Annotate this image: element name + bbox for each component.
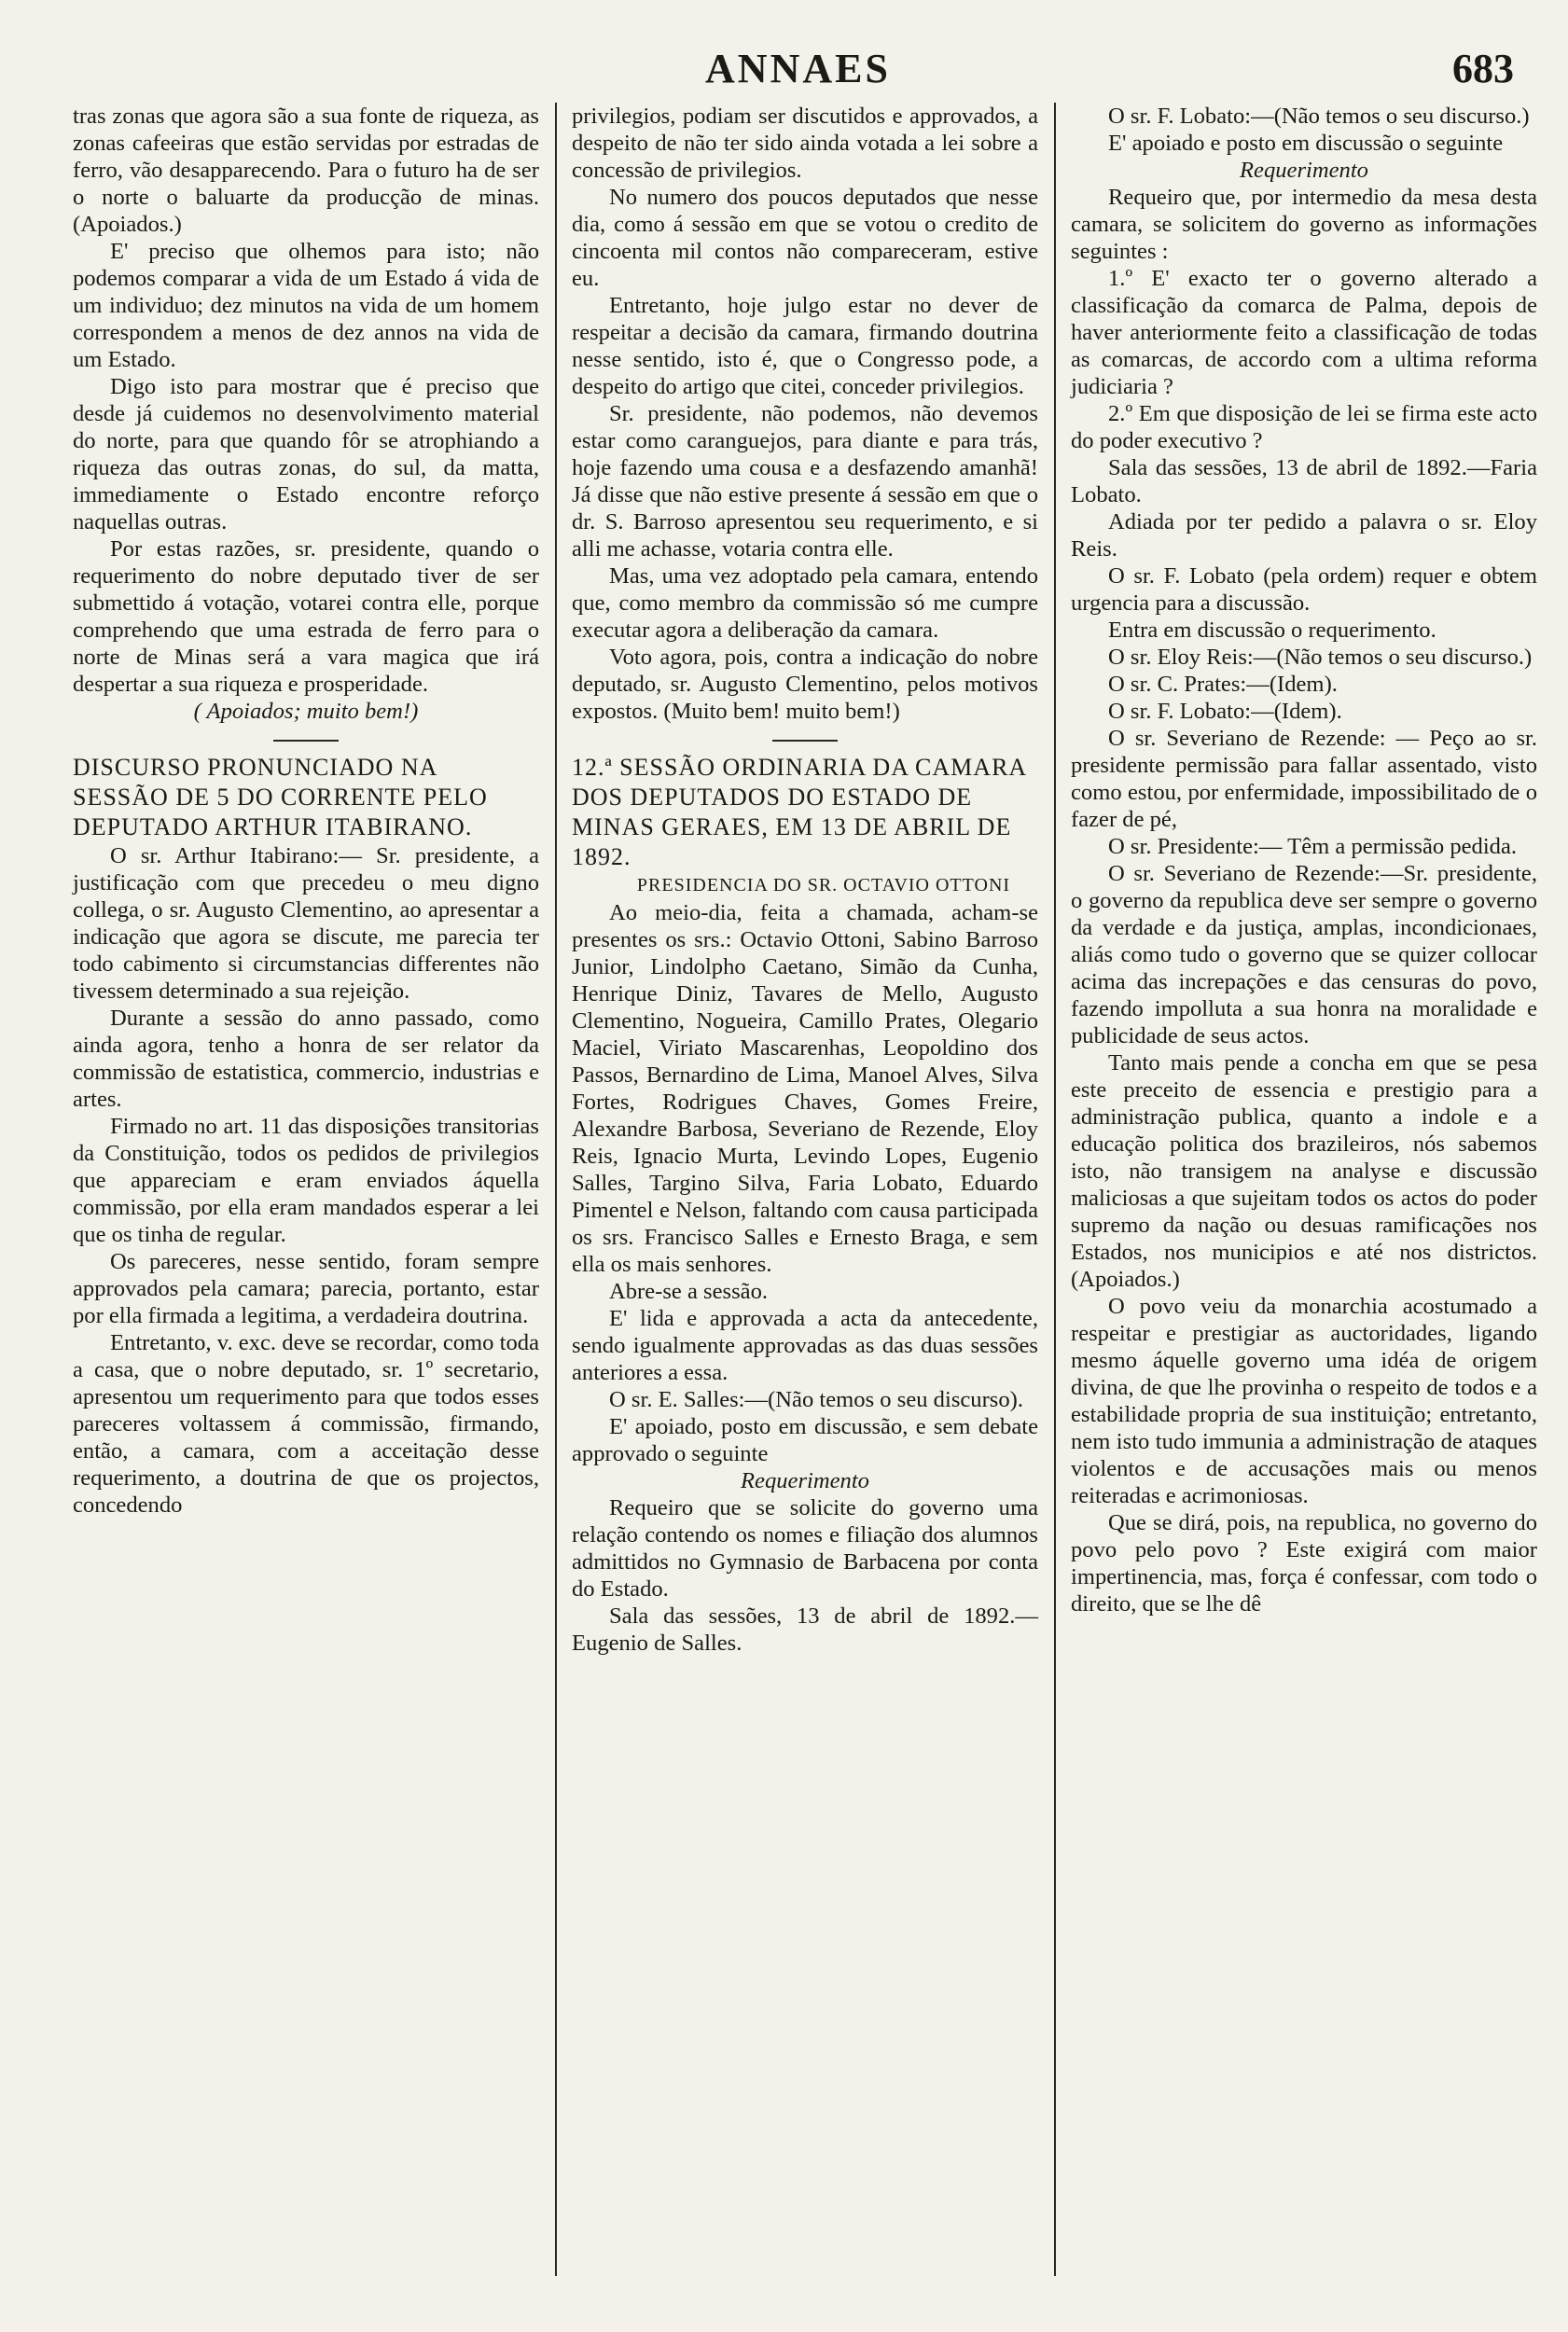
paragraph: E' lida e approvada a acta da antecedente, sendo igualmente approvadas as das duas sessões anteriores a essa.: [572, 1306, 1038, 1385]
paragraph: tras zonas que agora são a sua fonte de riqueza, as zonas cafeeiras que estão servidas por estradas de ferro, vão desapparecendo. Para o futuro ha de ser o norte o baluarte da producção de minas. (Apoiados.): [73, 104, 539, 237]
paragraph: Firmado no art. 11 das disposições transitorias da Constituição, todos os pedidos de privilegios que appareciam e eram enviados áquella commissão, por ella eram mandados esperar a lei que os tinha de regular.: [73, 1114, 539, 1247]
column-divider: [555, 103, 557, 2276]
paragraph: Sr. presidente, não podemos, não devemos estar como caranguejos, para diante e para trás, hoje fazendo uma cousa e a desfazendo amanhã! Já disse que não estive presente á sessão em que o dr. S. Barroso apresentou seu requerimento, e si alli me achasse, votaria contra elle.: [572, 401, 1038, 562]
page-number: 683: [1452, 46, 1514, 91]
paragraph: Tanto mais pende a concha em que se pesa este preceito de essencia e prestigio para a administração publica, quanto a indole e a educação politica dos brazileiros, nós sabemos isto, não transigem na analyse e discussão maliciosas a que sujeitam todos os actos do poder supremo da nação ou desuas ramificações nos Estados, nos municipios e até nos districtos. (Apoiados.): [1071, 1050, 1537, 1292]
paragraph: No numero dos poucos deputados que nesse dia, como á sessão em que se votou o credito de cincoenta mil contos não compareceram, estive eu.: [572, 185, 1038, 291]
paragraph: Entretanto, hoje julgo estar no dever de respeitar a decisão da camara, firmando doutrina nesse sentido, isto é, que o Congresso pode, a despeito do artigo que citei, conceder privilegios.: [572, 293, 1038, 399]
section-heading: DISCURSO PRONUNCIADO NA SESSÃO DE 5 DO CORRENTE PELO DEPUTADO ARTHUR ITABIRANO.: [73, 754, 488, 840]
paragraph: Os pareceres, nesse sentido, foram sempre approvados pela camara; parecia, portanto, estar por ella firmada a legitima, a verdadeira doutrina.: [73, 1249, 539, 1328]
paragraph: 1.º E' exacto ter o governo alterado a classificação da comarca de Palma, depois de haver anteriormente feito a classificação de todas as comarcas, de accordo com a ultima reforma judiciaria ?: [1071, 266, 1537, 399]
presidency-line: PRESIDENCIA DO SR. OCTAVIO OTTONI: [636, 875, 1011, 895]
section-separator: [772, 740, 838, 742]
request-title: Requerimento: [741, 1468, 869, 1493]
paragraph: Adiada por ter pedido a palavra o sr. Eloy Reis.: [1071, 509, 1537, 562]
paragraph: E' apoiado e posto em discussão o seguinte: [1108, 131, 1504, 156]
paragraph: 2.º Em que disposição de lei se firma este acto do poder executivo ?: [1071, 401, 1537, 453]
paragraph: O sr. Severiano de Rezende: — Peço ao sr. presidente permissão para fallar assentado, visto como estou, por enfermidade, impossibilitado de o fazer de pé,: [1071, 726, 1537, 832]
paragraph: O sr. Arthur Itabirano:— Sr. presidente, a justificação com que precedeu o meu digno collega, o sr. Augusto Clementino, ao apresentar a indicação que agora se discute, me parecia ter todo cabimento si circumstancias differentes não tivessem determinado a sua rejeição.: [73, 843, 539, 1004]
paragraph: O sr. Presidente:— Têm a permissão pedida.: [1108, 834, 1518, 859]
paragraph: Entra em discussão o requerimento.: [1108, 618, 1436, 643]
applause-note: ( Apoiados; muito bem!): [193, 699, 419, 724]
paragraph: O sr. C. Prates:—(Idem).: [1108, 672, 1338, 697]
paragraph: Sala das sessões, 13 de abril de 1892.—Eugenio de Salles.: [572, 1603, 1038, 1656]
text-columns: [73, 103, 1537, 2295]
paragraph: Que se dirá, pois, na republica, no governo do povo pelo povo ? Este exigirá com maior impertinencia, mas, força é confessar, com todo o direito, que se lhe dê: [1071, 1510, 1537, 1617]
column-3: [1071, 103, 1537, 2295]
paragraph: Requeiro que, por intermedio da mesa desta camara, se solicitem do governo as informações seguintes :: [1071, 185, 1537, 264]
paragraph: Digo isto para mostrar que é preciso que desde já cuidemos no desenvolvimento material do norte, para que quando fôr se atrophiando a riqueza das outras zonas, do sul, da matta, immediamente o Estado encontre reforço naquellas outras.: [73, 374, 539, 534]
column-1: [73, 103, 539, 2295]
paragraph: E' apoiado, posto em discussão, e sem debate approvado o seguinte: [572, 1414, 1038, 1466]
paragraph: O sr. F. Lobato:—(Idem).: [1108, 699, 1342, 724]
paragraph: Entretanto, v. exc. deve se recordar, como toda a casa, que o nobre deputado, sr. 1º secretario, apresentou um requerimento para que todos esses pareceres voltassem á commissão, firmando, então, a camara, com a acceitação desse requerimento, a doutrina de que os projectos, concedendo: [73, 1330, 539, 1518]
column-divider: [1054, 103, 1056, 2276]
paragraph: Requeiro que se solicite do governo uma relação contendo os nomes e filiação dos alumnos admittidos no Gymnasio de Barbacena por conta do Estado.: [572, 1495, 1038, 1602]
column-2: [572, 103, 1038, 2295]
session-heading: 12.ª SESSÃO ORDINARIA DA CAMARA DOS DEPUTADOS DO ESTADO DE MINAS GERAES, EM 13 DE ABRIL DE 1892.: [572, 754, 1026, 870]
paragraph: O sr. Severiano de Rezende:—Sr. presidente, o governo da republica deve ser sempre o governo da verdade e da justiça, amplas, incondicionaes, aliás como tudo o governo que se quizer collocar acima das increpações e das censuras do povo, fazendo impolluta a sua honra na moralidade e publicidade de seus actos.: [1071, 861, 1537, 1048]
paragraph: privilegios, podiam ser discutidos e approvados, a despeito de não ter sido ainda votada a lei sobre a concessão de privilegios.: [572, 104, 1038, 183]
paragraph: Abre-se a sessão.: [609, 1279, 769, 1304]
paragraph: Mas, uma vez adoptado pela camara, entendo que, como membro da commissão só me cumpre executar agora a deliberação da camara.: [572, 563, 1038, 643]
request-title: Requerimento: [1240, 158, 1368, 183]
paragraph: Sala das sessões, 13 de abril de 1892.—Faria Lobato.: [1071, 455, 1537, 507]
section-separator: [273, 740, 339, 742]
paragraph: O povo veiu da monarchia acostumado a respeitar e prestigiar as auctoridades, ligando mesmo áquelle governo uma idéa de origem divina, de que lhe provinha o respeito de todos e a estabilidade propria de sua instituição; entretanto, nem isto tudo immunia a administração de ataques violentos e de accusações mais ou menos reiteradas e acrimoniosas.: [1071, 1294, 1537, 1508]
paragraph: E' preciso que olhemos para isto; não podemos comparar a vida de um Estado á vida de um individuo; dez minutos na vida de um homem correspondem a menos de dez annos na vida de um Estado.: [73, 239, 539, 372]
paragraph: O sr. F. Lobato (pela ordem) requer e obtem urgencia para a discussão.: [1071, 563, 1537, 616]
paragraph: Durante a sessão do anno passado, como ainda agora, tenho a honra de ser relator da commissão de estatistica, commercio, industrias e artes.: [73, 1006, 539, 1112]
paragraph: Por estas razões, sr. presidente, quando o requerimento do nobre deputado tiver de ser submettido á votação, votarei contra elle, porque comprehendo que uma estrada de ferro para o norte de Minas será a vara magica que irá despertar a sua riqueza e prosperidade.: [73, 536, 539, 697]
paragraph: O sr. F. Lobato:—(Não temos o seu discurso.): [1108, 104, 1530, 129]
page-header: [73, 45, 1523, 110]
paragraph: O sr. E. Salles:—(Não temos o seu discurso).: [609, 1387, 1023, 1412]
paragraph: Voto agora, pois, contra a indicação do nobre deputado, sr. Augusto Clementino, pelos motivos expostos. (Muito bem! muito bem!): [572, 645, 1038, 724]
publication-title: ANNAES: [705, 46, 891, 91]
paragraph: O sr. Eloy Reis:—(Não temos o seu discurso.): [1108, 645, 1533, 670]
paragraph: Ao meio-dia, feita a chamada, acham-se presentes os srs.: Octavio Ottoni, Sabino Barroso Junior, Lindolpho Caetano, Simão da Cunha, Henrique Diniz, Tavares de Mello, Augusto Clementino, Nogueira, Camillo Prates, Olegario Maciel, Viriato Mascarenhas, Leopoldino dos Passos, Bernardino de Lima, Manoel Alves, Silva Fortes, Rodrigues Chaves, Gomes Freire, Alexandre Barbosa, Severiano de Rezende, Eloy Reis, Ignacio Murta, Levindo Lopes, Eugenio Salles, Targino Silva, Faria Lobato, Eduardo Pimentel e Nelson, faltando com causa participada os srs. Francisco Salles e Ernesto Braga, e sem ella os mais senhores.: [572, 900, 1038, 1277]
